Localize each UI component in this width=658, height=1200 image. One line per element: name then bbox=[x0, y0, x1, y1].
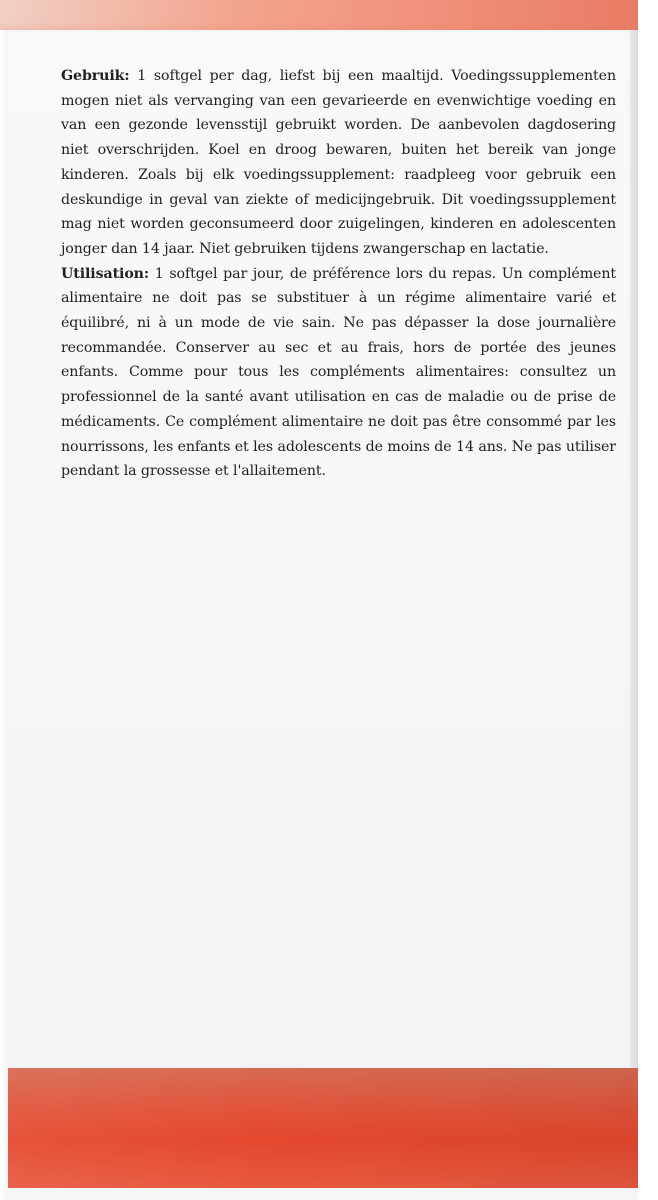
usage-paragraph-fr bbox=[61, 262, 616, 484]
package-edge bbox=[630, 30, 638, 1190]
left-margin bbox=[0, 30, 8, 1200]
bottom-edge bbox=[8, 1188, 638, 1200]
usage-text-fr: 1 softgel par jour, de préférence lors du repas. Un complément alimentaire ne doit pas se substituer à un régime alimentaire varié et équilibré, ni à un mode de vie sain. Ne pas dépasser la dose journalière recommandée. Conserver au sec et au frais, hors de portée des jeunes enfants. Comme pour tous les compléments alimentaires: consultez un professionnel de la santé avant utilisation en cas de maladie ou de prise de médicaments. Ce complément alimentaire ne doit pas être consommé par les nourrissons, les enfants et les adolescents de moins de 14 ans. Ne pas utiliser pendant la grossesse et l'allaitement. bbox=[61, 265, 616, 480]
usage-label-nl: Gebruik: bbox=[61, 68, 130, 84]
usage-label-fr: Utilisation: bbox=[61, 265, 150, 282]
bottom-color-band bbox=[8, 1068, 638, 1188]
usage-text-block bbox=[61, 64, 616, 484]
usage-paragraph-nl bbox=[61, 64, 616, 262]
usage-text-nl: 1 softgel per dag, liefst bij een maaltijd. Voedingssupplementen mogen niet als vervanging van een gevarieerde en evenwichtige voeding en van een gezonde levensstijl gebruikt worden. De aanbevolen dagdosering niet overschrijden. Koel en droog bewaren, buiten het bereik van jonge kinderen. Zoals bij elk voedingssupplement: raadpleeg voor gebruik een deskundige in geval van ziekte of medicijngebruik. Dit voedingssupplement mag niet worden geconsumeerd door zuigelingen, kinderen en adolescenten jonger dan 14 jaar. Niet gebruiken tijdens zwangerschap en lactatie. bbox=[61, 68, 616, 257]
right-margin bbox=[638, 0, 658, 1200]
